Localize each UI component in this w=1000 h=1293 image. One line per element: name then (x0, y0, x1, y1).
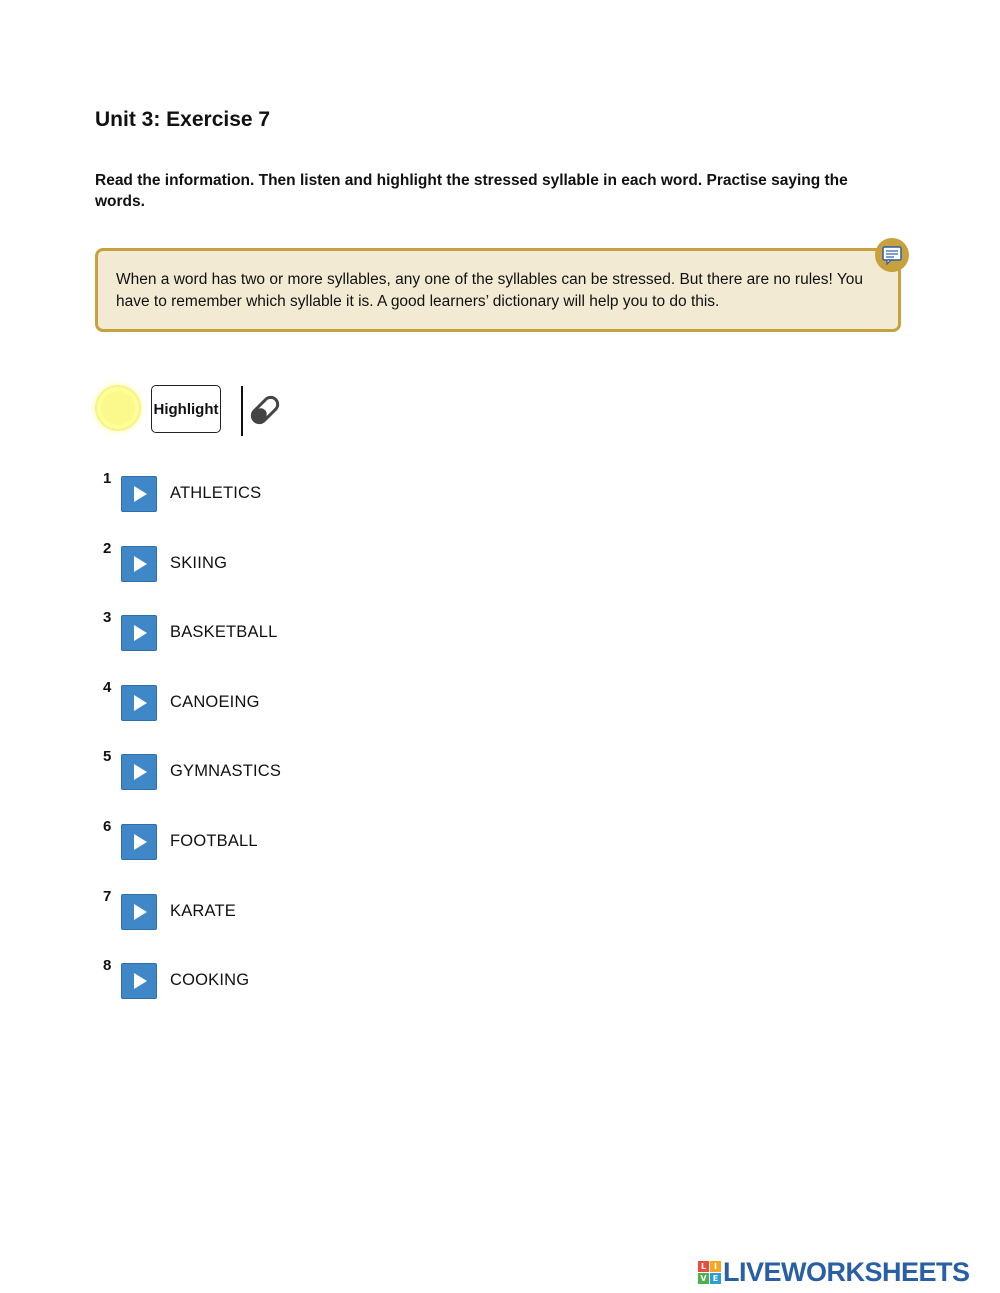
word-text[interactable]: KARATE (170, 902, 236, 920)
play-icon (134, 625, 147, 641)
word-text[interactable]: CANOEING (170, 693, 260, 711)
play-audio-button[interactable] (121, 685, 157, 721)
info-box-text: When a word has two or more syllables, any one of the syllables can be stressed. But there are no rules! You have to remember which syllable it is. A good learners’ dictionary will help you to do this. (116, 271, 863, 310)
item-number: 5 (103, 748, 112, 765)
item-number: 8 (103, 957, 112, 974)
word-item (95, 540, 495, 586)
word-item (95, 888, 495, 934)
word-text[interactable]: SKIING (170, 554, 228, 572)
brand-logo-icon (698, 1261, 721, 1284)
word-text[interactable]: GYMNASTICS (170, 762, 282, 780)
word-text[interactable]: BASKETBALL (170, 623, 278, 641)
word-item (95, 748, 495, 794)
item-number: 2 (103, 540, 112, 557)
logo-letter: V (698, 1273, 709, 1284)
play-icon (134, 486, 147, 502)
item-number: 7 (103, 888, 112, 905)
eraser-icon[interactable] (245, 390, 285, 435)
word-item (95, 679, 495, 725)
info-box (95, 248, 901, 332)
word-item (95, 818, 495, 864)
item-number: 4 (103, 679, 112, 696)
word-text[interactable]: COOKING (170, 971, 250, 989)
play-icon (134, 904, 147, 920)
word-text[interactable]: FOOTBALL (170, 832, 258, 850)
play-icon (134, 695, 147, 711)
highlight-color-swatch[interactable] (95, 385, 141, 431)
logo-letter: I (710, 1261, 721, 1272)
item-number: 6 (103, 818, 112, 835)
word-text[interactable]: ATHLETICS (170, 484, 262, 502)
word-item (95, 470, 495, 516)
play-icon (134, 556, 147, 572)
brand-name: LIVEWORKSHEETS (723, 1256, 970, 1287)
play-audio-button[interactable] (121, 894, 157, 930)
logo-letter: E (710, 1273, 721, 1284)
play-audio-button[interactable] (121, 963, 157, 999)
play-audio-button[interactable] (121, 754, 157, 790)
play-icon (134, 834, 147, 850)
play-audio-button[interactable] (121, 824, 157, 860)
play-audio-button[interactable] (121, 615, 157, 651)
word-item (95, 609, 495, 655)
brand-footer (698, 1258, 970, 1286)
play-audio-button[interactable] (121, 546, 157, 582)
toolbar-divider (241, 386, 243, 436)
play-icon (134, 764, 147, 780)
play-icon (134, 973, 147, 989)
logo-letter: L (698, 1261, 709, 1272)
item-number: 3 (103, 609, 112, 626)
page-title: Unit 3: Exercise 7 (95, 108, 271, 131)
item-number: 1 (103, 470, 112, 487)
highlight-button-label: Highlight (153, 400, 219, 418)
speech-bubble-icon[interactable] (875, 238, 909, 272)
highlight-toolbar (95, 384, 295, 436)
word-item (95, 957, 495, 1003)
play-audio-button[interactable] (121, 476, 157, 512)
highlight-button[interactable] (151, 385, 221, 433)
instructions-text: Read the information. Then listen and highlight the stressed syllable in each word. Practise saying the words. (95, 172, 848, 210)
